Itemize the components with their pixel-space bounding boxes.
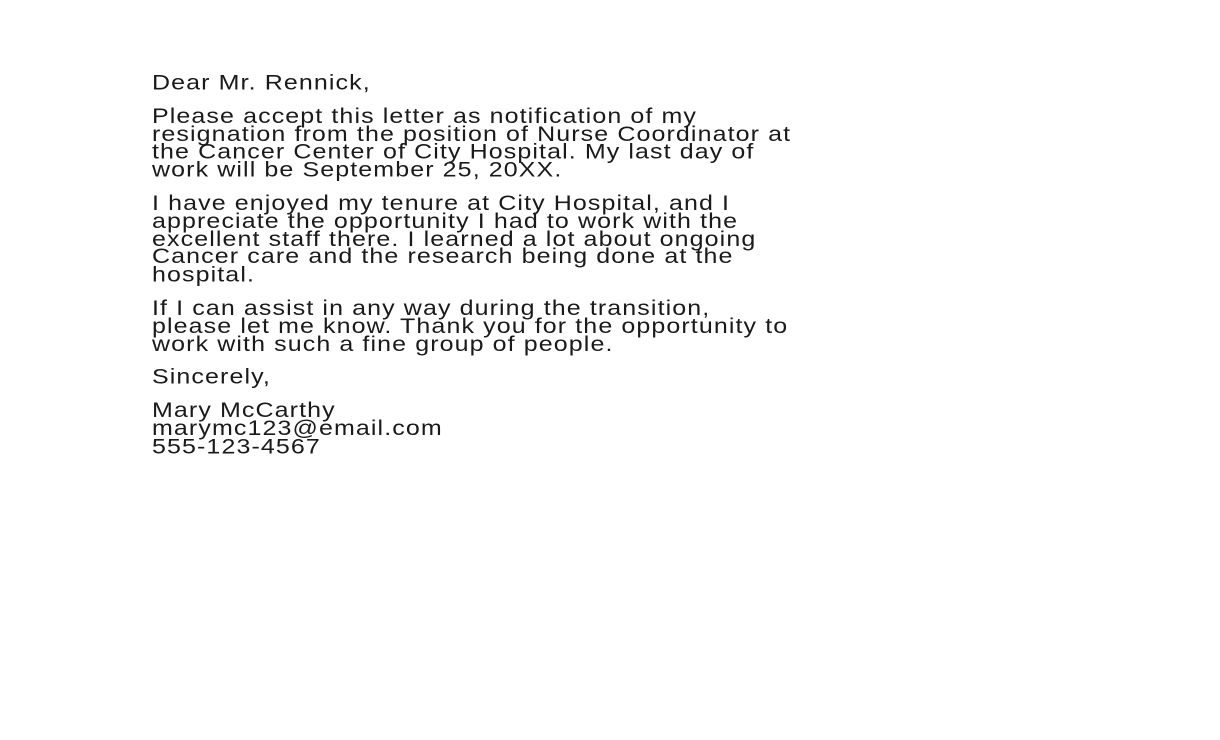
signature-email: marymc123@email.com: [152, 416, 443, 441]
text-line: resignation from the position of Nurse Coordinator at: [152, 121, 792, 146]
text-line: please let me know. Thank you for the opportunity to: [152, 313, 789, 338]
text-line: I have enjoyed my tenure at City Hospital, and I: [152, 190, 731, 216]
text-line: the Cancer Center of City Hospital. My last day of: [152, 139, 755, 164]
text-line: Please accept this letter as notification of my: [152, 103, 697, 129]
text-line: Cancer care and the research being done at the: [152, 244, 734, 269]
closing: [152, 364, 1072, 390]
text-line: work will be September 25, 20XX.: [152, 157, 563, 182]
text-line: work with such a fine group of people.: [152, 331, 614, 356]
salutation-text: Dear Mr. Rennick,: [152, 70, 371, 95]
signature-name: Mary McCarthy: [152, 398, 336, 423]
text-line: appreciate the opportunity I had to work with the: [152, 208, 739, 233]
signature-block: [152, 398, 1072, 459]
paragraph-notification: [152, 103, 1072, 182]
paragraph-appreciation: [152, 190, 1072, 287]
paragraph-transition: [152, 295, 1072, 356]
signature-phone: 555-123-4567: [152, 434, 321, 459]
salutation: [152, 70, 1072, 95]
closing-text: Sincerely,: [152, 364, 271, 390]
text-line: excellent staff there. I learned a lot about ongoing: [152, 226, 757, 251]
resignation-letter: [152, 70, 1072, 471]
text-line: If I can assist in any way during the transition,: [152, 295, 711, 320]
text-line: hospital.: [152, 262, 256, 287]
